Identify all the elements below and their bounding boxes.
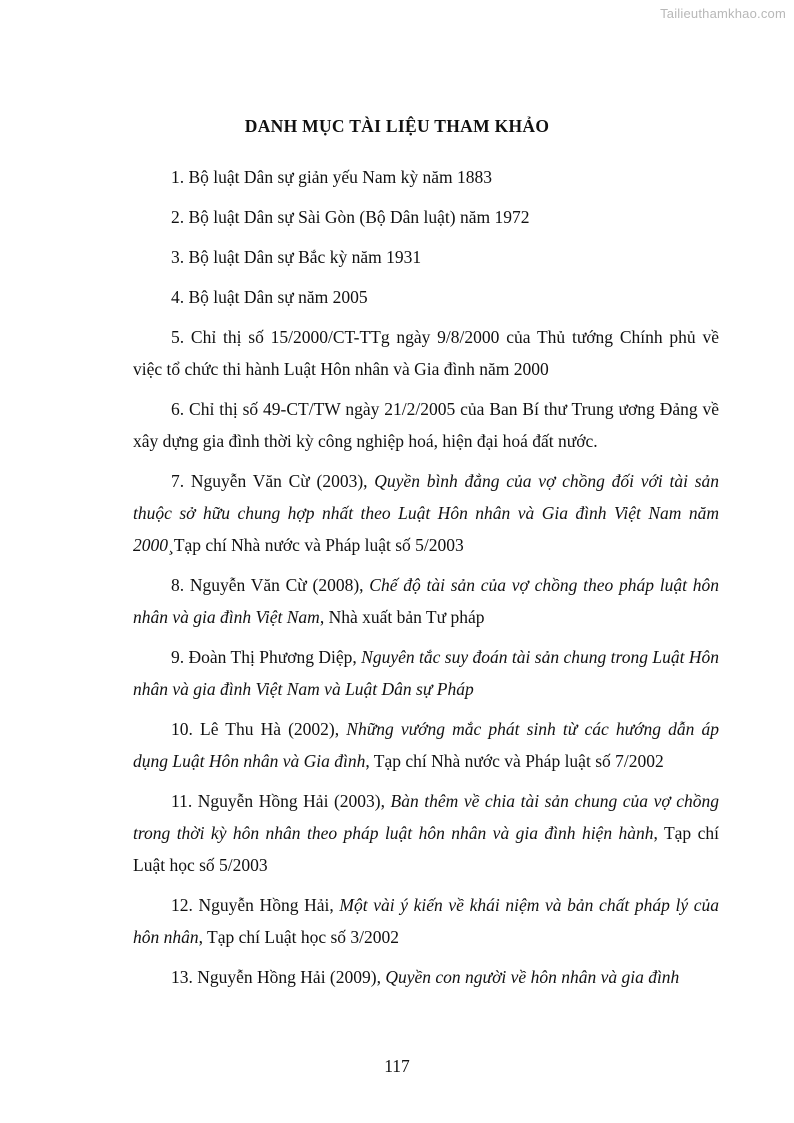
- reference-number: 2.: [171, 207, 185, 227]
- reference-text: Bộ luật Dân sự Bắc kỳ năm 1931: [188, 247, 422, 267]
- reference-text: Bộ luật Dân sự giản yếu Nam kỳ năm 1883: [188, 167, 493, 187]
- reference-source: , Tạp chí Nhà nước và Pháp luật số 7/2002: [365, 751, 664, 771]
- reference-number: 6.: [171, 399, 185, 419]
- reference-title: Quyền con người về hôn nhân và gia đình: [385, 967, 680, 987]
- reference-text: Nguyễn Văn Cừ (2003),: [190, 471, 375, 491]
- reference-title: Quyền bình đẳng của vợ chồng đối với tài sản thuộc sở hữu chung hợp nhất theo Luật Hôn nhân và Gia đình Việt Nam năm 2000: [133, 471, 720, 555]
- reference-title: Nguyên tắc suy đoán tài sản chung trong Luật Hôn nhân và gia đình Việt Nam và Luật Dân sự Pháp: [133, 647, 719, 699]
- page-number: 117: [384, 1056, 410, 1076]
- reference-number: 12.: [171, 895, 193, 915]
- reference-item: [133, 321, 719, 385]
- reference-text: Nguyễn Hồng Hải,: [198, 895, 340, 915]
- reference-text: Bộ luật Dân sự Sài Gòn (Bộ Dân luật) năm 1972: [188, 207, 530, 227]
- reference-text: Nguyễn Hồng Hải (2009),: [197, 967, 386, 987]
- reference-item: [133, 201, 719, 233]
- reference-source: , Tạp chí Luật học số 3/2002: [198, 927, 400, 947]
- reference-number: 1.: [171, 167, 185, 187]
- page-title: DANH MỤC TÀI LIỆU THAM KHẢO: [244, 116, 550, 136]
- reference-text: Bộ luật Dân sự năm 2005: [188, 287, 368, 307]
- reference-item: [133, 241, 719, 273]
- reference-item: [133, 641, 719, 705]
- reference-item: [133, 161, 719, 193]
- reference-text: Chỉ thị số 49-CT/TW ngày 21/2/2005 của Ban Bí thư Trung ương Đảng về xây dựng gia đình thời kỳ công nghiệp hoá, hiện đại hoá đất nước.: [133, 399, 720, 451]
- reference-number: 8.: [171, 575, 185, 595]
- reference-source: , Nhà xuất bản Tư pháp: [319, 607, 485, 627]
- reference-number: 9.: [171, 647, 185, 667]
- reference-item: [133, 961, 719, 993]
- reference-list: [133, 161, 719, 1001]
- reference-title: Bàn thêm về chia tài sản chung của vợ chồng trong thời kỳ hôn nhân theo pháp luật hôn nhân và gia đình hiện hành: [133, 791, 719, 843]
- reference-number: 4.: [171, 287, 185, 307]
- reference-text: Nguyễn Hồng Hải (2003),: [197, 791, 391, 811]
- reference-item: [133, 393, 719, 457]
- watermark: Tailieuthamkhao.com: [660, 6, 786, 21]
- reference-number: 3.: [171, 247, 185, 267]
- reference-number: 10.: [171, 719, 193, 739]
- reference-number: 7.: [171, 471, 185, 491]
- reference-number: 5.: [171, 327, 185, 347]
- reference-number: 11.: [171, 791, 193, 811]
- reference-text: Lê Thu Hà (2002),: [200, 719, 347, 739]
- reference-title: Một vài ý kiến về khái niệm và bản chất pháp lý của hôn nhân: [133, 895, 719, 947]
- reference-item: [133, 889, 719, 953]
- reference-text: Nguyễn Văn Cừ (2008),: [189, 575, 370, 595]
- reference-item: [133, 713, 719, 777]
- reference-title: Những vướng mắc phát sinh từ các hướng dẫn áp dụng Luật Hôn nhân và Gia đình: [133, 719, 719, 771]
- reference-text: Đoàn Thị Phương Diệp,: [188, 647, 362, 667]
- reference-text: Chỉ thị số 15/2000/CT-TTg ngày 9/8/2000 của Thủ tướng Chính phủ về việc tổ chức thi hành Luật Hôn nhân và Gia đình năm 2000: [133, 327, 719, 379]
- reference-source: , Tạp chí Luật học số 5/2003: [133, 823, 719, 875]
- reference-item: [133, 785, 719, 881]
- reference-source: ¸Tạp chí Nhà nước và Pháp luật số 5/2003: [168, 535, 464, 555]
- reference-title: Chế độ tài sản của vợ chồng theo pháp luật hôn nhân và gia đình Việt Nam: [133, 575, 719, 627]
- reference-item: [133, 281, 719, 313]
- reference-item: [133, 465, 719, 561]
- reference-item: [133, 569, 719, 633]
- reference-number: 13.: [171, 967, 193, 987]
